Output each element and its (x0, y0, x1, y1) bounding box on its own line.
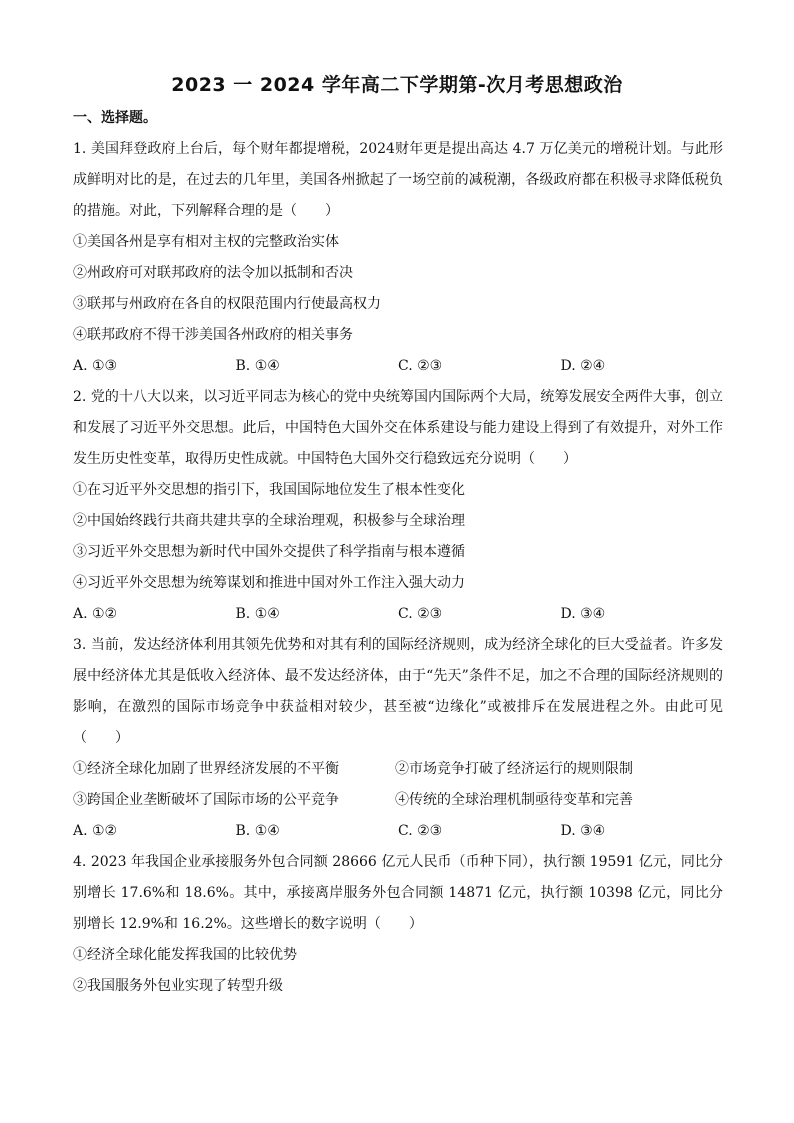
statement: ④习近平外交思想为统筹谋划和推进中国对外工作注入强大动力 (73, 575, 465, 591)
statement: ①经济全球化加剧了世界经济发展的不平衡 (73, 761, 339, 777)
option-a[interactable]: A. ①② (73, 606, 118, 622)
option-c[interactable]: C. ②③ (398, 606, 443, 622)
option-b[interactable]: B. ①④ (235, 358, 280, 374)
question-stem: 3. 当前，发达经济体利用其领先优势和对其有利的国际经济规则，成为经济全球化的巨大受益者。许多发展中经济体尤其是低收入经济体、最不发达经济体，由于“先天”条件不足，加之不合理的国际经济规则的影响，在激烈的国际市场竞争中获益相对较少，甚至被“边缘化”或被排斥在发展进程之外。由此可见（ ） (73, 637, 723, 746)
statement: ②我国服务外包业实现了转型升级 (73, 978, 283, 994)
statement: ④传统的全球治理机制亟待变革和完善 (395, 792, 633, 808)
question-list (73, 134, 723, 1002)
statement: ②州政府可对联邦政府的法令加以抵制和否决 (73, 265, 353, 281)
option-d[interactable]: D. ③④ (560, 606, 606, 622)
question-1 (73, 134, 723, 382)
option-d[interactable]: D. ②④ (560, 358, 606, 374)
option-d[interactable]: D. ③④ (560, 823, 606, 839)
page-title: 2023 一 2024 学年高二下学期第-次月考思想政治 (171, 74, 623, 96)
option-b[interactable]: B. ①④ (235, 606, 280, 622)
statement: ①经济全球化能发挥我国的比较优势 (73, 947, 297, 963)
statement-row (73, 785, 723, 816)
statement: ③跨国企业垄断破坏了国际市场的公平竞争 (73, 792, 339, 808)
option-a[interactable]: A. ①② (73, 823, 118, 839)
statement: ④联邦政府不得干涉美国各州政府的相关事务 (73, 327, 353, 343)
question-4 (73, 847, 723, 1002)
question-stem: 1. 美国拜登政府上台后，每个财年都提增税，2024财年更是提出高达 4.7 万亿美元的增税计划。与此形成鲜明对比的是，在过去的几年里，美国各州掀起了一场空前的减税潮，各级政府都在积极寻求降低税负的措施。对此，下列解释合理的是（ ） (73, 141, 723, 219)
answer-options (73, 599, 723, 630)
answer-options (73, 816, 723, 847)
question-stem: 2. 党的十八大以来，以习近平同志为核心的党中央统筹国内国际两个大局，统筹发展安全两件大事，创立和发展了习近平外交思想。此后，中国特色大国外交在体系建设与能力建设上得到了有效提升，对外工作发生历史性变革，取得历史性成就。中国特色大国外交行稳致远充分说明（ ） (73, 389, 723, 467)
statement: ①在习近平外交思想的指引下，我国国际地位发生了根本性变化 (73, 482, 465, 498)
statement: ③联邦与州政府在各自的权限范围内行使最高权力 (73, 296, 381, 312)
option-b[interactable]: B. ①④ (235, 823, 280, 839)
statement: ②市场竞争打破了经济运行的规则限制 (395, 761, 633, 777)
answer-options (73, 351, 723, 382)
statement: ②中国始终践行共商共建共享的全球治理观，积极参与全球治理 (73, 513, 465, 529)
option-c[interactable]: C. ②③ (398, 358, 443, 374)
option-c[interactable]: C. ②③ (398, 823, 443, 839)
question-2 (73, 382, 723, 630)
question-3 (73, 630, 723, 847)
statement: ①美国各州是享有相对主权的完整政治实体 (73, 234, 339, 250)
section-heading: 一、选择题。 (73, 110, 157, 126)
statement-row (73, 754, 723, 785)
question-stem: 4. 2023 年我国企业承接服务外包合同额 28666 亿元人民币（币种下同），执行额 19591 亿元，同比分别增长 17.6%和 18.6%。其中，承接离岸服务外包合同额 14871 亿元，执行额 10398 亿元，同比分别增长 12.9%和 16.2%。这些增长的数字说明（ ） (73, 854, 723, 932)
option-a[interactable]: A. ①③ (73, 358, 118, 374)
statement: ③习近平外交思想为新时代中国外交提供了科学指南与根本遵循 (73, 544, 465, 560)
